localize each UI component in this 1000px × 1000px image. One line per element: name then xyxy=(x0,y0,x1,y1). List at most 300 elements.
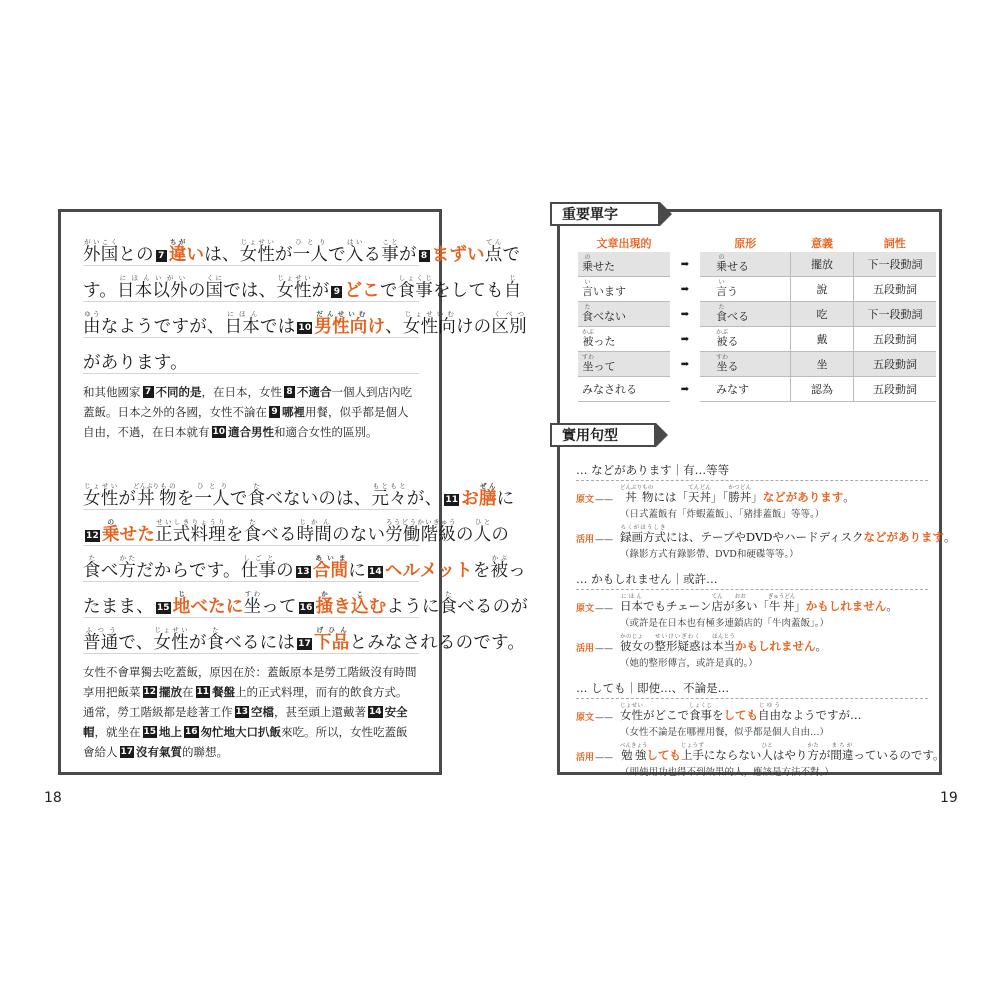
furigana: の xyxy=(716,254,727,261)
vocab-meaning: 說 xyxy=(791,277,854,302)
translation-paragraph-2 xyxy=(83,662,419,762)
text-run: を xyxy=(176,489,195,509)
ruby-word: 女性向じょせいむ xyxy=(402,310,456,337)
furigana: べんきょう xyxy=(620,743,648,749)
text-run: 用餐，似乎都是個人自由，不過，在日本就有 xyxy=(83,405,409,439)
text-run: なようですが、 xyxy=(100,317,225,337)
text-run: はやり xyxy=(772,748,808,762)
furigana: かぶ xyxy=(716,329,729,336)
vocab-appearing-form: 被かぶった xyxy=(578,327,670,352)
term-number-badge: 15 xyxy=(143,727,157,737)
furigana: い xyxy=(582,279,593,286)
ruby-word: 食た xyxy=(83,554,101,581)
passage-line xyxy=(83,546,526,582)
bold-term: 不適合 xyxy=(297,385,332,399)
highlighted-term: まずい xyxy=(431,245,485,265)
term-number-badge: 11 xyxy=(196,687,210,697)
vocab-base-form: 食たべる xyxy=(700,302,791,327)
ruby-word: 区別くべつ xyxy=(491,310,527,337)
text-run: が xyxy=(311,281,330,301)
text-run: ，就坐在 xyxy=(94,725,141,739)
ruby-word: 食事しょくじ xyxy=(689,703,712,722)
text-run: には、テープやDVDやハードディスク xyxy=(666,530,864,544)
arrow-icon: ➡ xyxy=(680,283,690,295)
furigana: げひん xyxy=(314,626,350,634)
vocab-appearing-form: みなされる xyxy=(578,377,670,402)
ruby-word: 食た xyxy=(247,482,266,509)
furigana: せいしきりょうり xyxy=(155,518,226,526)
highlighted-term: かもしれません xyxy=(805,599,887,613)
furigana: あいま xyxy=(312,554,349,562)
furigana: こ xyxy=(351,590,369,598)
ruby-word: 込こ xyxy=(351,590,369,617)
ruby-word: 女性じょせい xyxy=(83,482,119,509)
text-run: でもチェーン xyxy=(643,599,712,613)
vocab-appearing-form: 食たべない xyxy=(578,302,670,327)
ruby-word: 膳ぜん xyxy=(478,482,497,509)
text-run: べないのは、 xyxy=(265,489,372,509)
furigana: い xyxy=(716,279,727,286)
pattern-example xyxy=(576,485,928,521)
furigana: じ xyxy=(503,274,522,282)
text-run: が xyxy=(818,748,831,762)
ruby-word: 録画方式ろくがほうしき xyxy=(620,525,666,544)
furigana: くべつ xyxy=(491,310,527,318)
example-translation: （她的整形傳言，或許是真的。） xyxy=(620,658,758,669)
text-run: 上的正式料理，而有的飲食方式。通常，勞工階級都是趁著工作 xyxy=(83,685,408,719)
page-number-right: 19 xyxy=(940,790,958,806)
ruby-word: 人ひと xyxy=(761,743,773,762)
vocab-part-of-speech: 五段動詞 xyxy=(854,327,937,352)
furigana: てん xyxy=(711,594,723,600)
text-run: では xyxy=(260,317,296,337)
text-run: 的聯想。 xyxy=(182,745,229,759)
vocab-base-form: 坐すわる xyxy=(700,352,791,377)
text-run: 。 xyxy=(886,599,898,613)
vocab-row xyxy=(578,377,936,402)
vocab-base-form: 被かぶる xyxy=(700,327,791,352)
furigana: た xyxy=(247,482,266,490)
highlighted-term: せた xyxy=(119,525,156,545)
term-number-badge: 17 xyxy=(298,639,312,649)
furigana: もともと xyxy=(371,482,407,490)
term-number-badge: 10 xyxy=(212,427,226,437)
passage-paragraph-2 xyxy=(83,474,529,654)
example-sentence xyxy=(620,525,956,548)
text-run: が xyxy=(722,599,735,613)
term-number-badge: 7 xyxy=(156,250,167,262)
vocab-base-form: 乗のせる xyxy=(700,252,791,277)
furigana: まちが xyxy=(830,743,854,749)
passage-line xyxy=(83,474,515,510)
furigana: どんぶり xyxy=(620,485,643,491)
vocab-row xyxy=(578,277,936,302)
example-label: 活用 —— xyxy=(576,641,613,654)
text-run: には「 xyxy=(653,490,688,504)
furigana: おお xyxy=(734,594,746,600)
ruby-word: 日本にほん xyxy=(224,310,261,337)
ruby-word: 食事しょくじ xyxy=(397,274,433,301)
highlighted-term: などがあります xyxy=(863,530,945,544)
example-translation: （或許是在日本也有極多連鎖店的「牛肉蓋飯」。） xyxy=(620,618,830,629)
text-run: で xyxy=(379,281,398,301)
vocab-header-meaning: 意義 xyxy=(811,237,833,250)
ruby-word: 日本以外にほんいがい xyxy=(117,274,188,301)
text-run: がどこで xyxy=(643,708,689,722)
furigana: すわ xyxy=(582,354,595,361)
text-run: だからです。 xyxy=(136,561,241,581)
highlighted-term: べたに xyxy=(190,597,244,617)
text-run: があります。 xyxy=(83,353,188,373)
ruby-word: 地じ xyxy=(172,590,191,617)
furigana: かつどん xyxy=(728,485,752,491)
furigana: の xyxy=(101,518,120,526)
ruby-word: 労働階級ろうどうかいきゅう xyxy=(385,518,456,545)
example-translation: （錄影方式有錄影帶、DVD和硬碟等等。） xyxy=(620,549,799,560)
text-run: で xyxy=(502,245,521,265)
term-number-badge: 13 xyxy=(296,567,310,577)
furigana: ろくがほうしき xyxy=(620,525,666,531)
ruby-word: 食た xyxy=(243,518,262,545)
text-run: にならない xyxy=(703,748,762,762)
text-run: 、 xyxy=(385,317,403,337)
term-number-badge: 12 xyxy=(143,687,157,697)
highlighted-term: などがあります xyxy=(762,490,844,504)
text-run: を xyxy=(712,708,724,722)
furigana: にほん xyxy=(620,594,643,600)
vocab-meaning: 戴 xyxy=(791,327,854,352)
pattern-heading: … などがあります｜有…等等 xyxy=(576,460,928,481)
text-run: で、 xyxy=(118,633,154,653)
left-page-frame xyxy=(58,209,529,775)
text-run: って xyxy=(261,597,297,617)
ruby-word: 物もの xyxy=(159,482,177,509)
furigana: こと xyxy=(381,238,399,246)
highlighted-term: い xyxy=(186,245,205,265)
text-run: 來吃。所以，女性吃蓋飯會給人 xyxy=(83,725,408,759)
vocab-row xyxy=(578,302,936,327)
ruby-word: 女性じょせい xyxy=(153,626,189,653)
ruby-word: 由ゆう xyxy=(83,310,101,337)
furigana: の xyxy=(582,254,593,261)
vocab-part-of-speech: 五段動詞 xyxy=(854,377,937,402)
text-run: なようですが… xyxy=(781,708,862,722)
passage-line xyxy=(83,302,527,338)
pattern-section-tab: 實用句型 xyxy=(550,423,656,447)
example-label: 原文 —— xyxy=(576,710,613,723)
text-run: っているのです。 xyxy=(853,748,945,762)
example-translation: （女性不論是在哪裡用餐，似乎都是個人自由…） xyxy=(620,727,830,738)
text-run: べ xyxy=(100,561,119,581)
vocab-table xyxy=(578,234,936,402)
ruby-word: 坐すわ xyxy=(243,590,262,617)
term-number-badge: 10 xyxy=(298,323,312,333)
text-run: たまま、 xyxy=(83,597,154,617)
furigana: しょくじ xyxy=(689,703,712,709)
arrow-icon: ➡ xyxy=(680,333,690,345)
pattern-block xyxy=(576,569,928,670)
vocab-section-tab: 重要單字 xyxy=(550,202,660,226)
furigana: じ xyxy=(172,590,191,598)
ruby-word: 乗の xyxy=(582,254,593,273)
text-run: を xyxy=(225,525,244,545)
furigana: た xyxy=(83,554,101,562)
ruby-word: 被かぶ xyxy=(582,329,595,348)
example-sentence xyxy=(620,485,928,508)
vocab-meaning: 認為 xyxy=(791,377,854,402)
furigana: じょせい xyxy=(153,626,189,634)
ruby-word: 丼どんぶり xyxy=(620,485,643,504)
right-page-frame xyxy=(557,207,956,778)
text-run: で xyxy=(328,245,346,265)
furigana: ひと xyxy=(473,518,492,526)
ruby-word: 違ちが xyxy=(168,238,187,265)
vocab-header-base-form: 原形 xyxy=(734,237,757,250)
arrow-icon: ➡ xyxy=(680,258,690,270)
bold-term: 不同的是 xyxy=(155,385,202,399)
vocab-part-of-speech: 下一段動詞 xyxy=(854,252,937,277)
bold-term: 適合男性 xyxy=(228,425,275,439)
ruby-word: 仕事しごと xyxy=(240,554,277,581)
ruby-word: 女性じょせい xyxy=(620,703,643,722)
ruby-word: 彼女かのじょ xyxy=(620,634,643,653)
highlighted-term: き xyxy=(333,597,352,617)
term-number-badge: 17 xyxy=(120,747,134,757)
vocab-appearing-form: 言いいます xyxy=(578,277,670,302)
bold-term: 匆忙地大口扒飯 xyxy=(200,725,282,739)
example-sentence xyxy=(620,703,928,726)
term-number-badge: 9 xyxy=(269,406,280,418)
furigana: じゆう xyxy=(758,703,781,709)
furigana: ほんとう xyxy=(712,634,735,640)
text-run: っ xyxy=(508,561,526,581)
furigana: た xyxy=(582,304,593,311)
text-run: 。 xyxy=(944,530,956,544)
highlighted-term: む xyxy=(368,597,387,617)
vocab-header-appearing: 文章出現的 xyxy=(596,237,652,250)
ruby-word: 食た xyxy=(206,626,225,653)
example-sentence xyxy=(620,743,945,766)
ruby-word: 女性じょせい xyxy=(276,274,312,301)
ruby-word: 元々もともと xyxy=(371,482,407,509)
bold-term: 沒有氣質 xyxy=(136,745,183,759)
furigana: ふつう xyxy=(83,626,119,634)
text-run: 一個人到店內吃蓋飯。日本之外的各國，女性不論在 xyxy=(83,385,412,419)
vocab-base-form: みなす xyxy=(700,377,791,402)
example-sentence xyxy=(620,594,928,617)
bold-term: 空檔 xyxy=(251,705,275,719)
term-number-badge: 14 xyxy=(369,707,382,717)
furigana: じょせい xyxy=(239,238,276,246)
text-run: は、 xyxy=(204,245,240,265)
ruby-word: 間違まちが xyxy=(830,743,854,762)
ruby-word: 被かぶ xyxy=(716,329,729,348)
furigana: てん xyxy=(484,238,503,246)
vocab-appearing-form: 坐すわって xyxy=(578,352,670,377)
text-run: 和適合女性的區別。 xyxy=(274,425,378,439)
term-number-badge: 16 xyxy=(185,727,198,737)
passage-line xyxy=(83,510,510,546)
text-run: べるには xyxy=(224,633,296,653)
furigana: じょせい xyxy=(620,703,643,709)
text-run: は xyxy=(700,639,712,653)
ruby-word: 乗の xyxy=(716,254,727,273)
term-number-badge: 14 xyxy=(368,567,382,577)
term-number-badge: 15 xyxy=(156,603,170,613)
translation-paragraph-1 xyxy=(83,382,419,442)
furigana: かぶ xyxy=(490,554,509,562)
example-label: 活用 —— xyxy=(576,532,613,545)
ruby-word: 一人ひとり xyxy=(292,238,329,265)
ruby-word: 食た xyxy=(582,304,593,323)
furigana: じょせい xyxy=(276,274,312,282)
furigana: じょうず xyxy=(680,743,704,749)
highlighted-term: しても xyxy=(646,748,681,762)
pattern-heading: … しても｜即使…、不論是… xyxy=(576,678,928,699)
text-run: 」 xyxy=(794,599,806,613)
ruby-word: 方かた xyxy=(807,743,819,762)
furigana: にほん xyxy=(224,310,260,318)
text-run: 」 xyxy=(751,490,763,504)
example-label: 原文 —— xyxy=(576,601,613,614)
pattern-example xyxy=(576,743,945,779)
furigana: がいこく xyxy=(83,238,119,246)
furigana: くに xyxy=(205,274,224,282)
text-run: で xyxy=(229,489,248,509)
furigana: はい xyxy=(345,238,364,246)
pattern-block xyxy=(576,460,956,561)
vocab-row xyxy=(578,352,936,377)
pattern-heading: … かもしれません｜或許… xyxy=(576,569,928,590)
text-run: の xyxy=(276,561,294,581)
text-run: とみなされるのです。 xyxy=(349,633,526,653)
furigana: じょせいむ xyxy=(402,310,456,318)
arrow-icon: ➡ xyxy=(680,383,690,395)
ruby-word: 整形疑惑せいけいぎわく xyxy=(654,634,701,653)
pattern-list xyxy=(576,460,956,787)
ruby-word: 言い xyxy=(716,279,727,298)
bold-term: 擺放 xyxy=(159,685,183,699)
furigana: じかん xyxy=(296,518,333,526)
furigana: もの xyxy=(159,482,177,490)
ruby-word: 事こと xyxy=(381,238,399,265)
example-translation: （日式蓋飯有「炸蝦蓋飯」、「豬排蓋飯」等等。） xyxy=(620,509,825,520)
pattern-example xyxy=(576,594,928,630)
text-run: す。 xyxy=(83,281,117,301)
text-run: 。 xyxy=(815,639,827,653)
furigana: かぶ xyxy=(582,329,595,336)
bold-term: 餐盤 xyxy=(212,685,236,699)
text-run: る xyxy=(363,245,382,265)
example-label: 原文 —— xyxy=(576,492,613,505)
passage-line xyxy=(83,230,521,266)
pattern-example xyxy=(576,634,928,670)
ruby-word: 物もの xyxy=(642,485,654,504)
term-number-badge: 7 xyxy=(143,386,154,398)
highlighted-term: どこ xyxy=(344,281,380,301)
text-run: 。 xyxy=(843,490,855,504)
ruby-word: 乗の xyxy=(101,518,120,545)
highlighted-term: お xyxy=(461,489,479,509)
ruby-word: 合間あいま xyxy=(312,554,349,581)
ruby-word: 勉強べんきょう xyxy=(620,743,648,762)
bold-term: 地上 xyxy=(159,725,183,739)
vocab-part-of-speech: 五段動詞 xyxy=(854,277,937,302)
ruby-word: 国くに xyxy=(205,274,224,301)
bold-term: 安全帽 xyxy=(83,705,408,739)
furigana: すわ xyxy=(716,354,729,361)
example-translation: （即使用功也得不到效果的人，應該是方法不對。） xyxy=(620,767,834,778)
ruby-word: 普通ふつう xyxy=(83,626,119,653)
arrow-icon: ➡ xyxy=(680,358,690,370)
ruby-word: 一人ひとり xyxy=(194,482,230,509)
ruby-word: 自由じゆう xyxy=(758,703,781,722)
vocab-header-part-of-speech: 詞性 xyxy=(883,237,906,250)
furigana: じょせい xyxy=(83,482,119,490)
furigana: ぜん xyxy=(478,482,497,490)
pattern-example xyxy=(576,703,928,739)
ruby-word: 掻か xyxy=(315,590,334,617)
furigana: すわ xyxy=(243,590,262,598)
furigana: かのじょ xyxy=(620,634,643,640)
highlighted-term: ヘルメット xyxy=(384,561,473,581)
vocab-header-arrow xyxy=(670,234,700,252)
term-number-badge: 11 xyxy=(445,495,459,505)
text-run: をしても xyxy=(432,281,504,301)
vocab-row xyxy=(578,252,936,277)
text-run: が xyxy=(188,633,207,653)
arrow-icon: ➡ xyxy=(680,308,690,320)
text-run: けの xyxy=(455,317,492,337)
ruby-word: 男性向だんせいむ xyxy=(314,310,368,337)
furigana: てんどん xyxy=(688,485,711,491)
text-run: 和其他國家 xyxy=(83,385,141,399)
furigana: にほんいがい xyxy=(117,274,188,282)
ruby-word: 日本にほん xyxy=(620,594,643,613)
text-run: ，在日本，女性 xyxy=(201,385,282,399)
ruby-word: 点てん xyxy=(484,238,503,265)
vocab-appearing-form: 乗のせた xyxy=(578,252,670,277)
furigana: ぎゅうどん xyxy=(767,594,796,600)
pattern-example xyxy=(576,525,956,561)
text-run: のない xyxy=(332,525,386,545)
passage-line xyxy=(83,266,522,302)
text-run: の xyxy=(456,525,474,545)
ruby-word: 人ひと xyxy=(473,518,492,545)
text-run: 」「 xyxy=(711,490,729,504)
ruby-word: 被かぶ xyxy=(490,554,509,581)
text-run: を xyxy=(472,561,491,581)
ruby-word: 女性じょせい xyxy=(239,238,276,265)
term-number-badge: 8 xyxy=(419,250,430,262)
ruby-word: 自じ xyxy=(503,274,522,301)
furigana: しごと xyxy=(240,554,277,562)
text-run: に xyxy=(496,489,515,509)
furigana: ひと xyxy=(761,743,773,749)
furigana: た xyxy=(206,626,225,634)
text-run: が xyxy=(398,245,417,265)
furigana: ひとり xyxy=(292,238,329,246)
vocab-meaning: 坐 xyxy=(791,352,854,377)
ruby-word: 本当ほんとう xyxy=(712,634,735,653)
page-number-left: 18 xyxy=(44,790,62,806)
furigana: もの xyxy=(642,485,654,491)
ruby-word: 時間じかん xyxy=(296,518,333,545)
text-run: の xyxy=(187,281,206,301)
vocab-meaning: 吃 xyxy=(791,302,854,327)
vocab-row xyxy=(578,327,936,352)
vocab-meaning: 擺放 xyxy=(791,252,854,277)
